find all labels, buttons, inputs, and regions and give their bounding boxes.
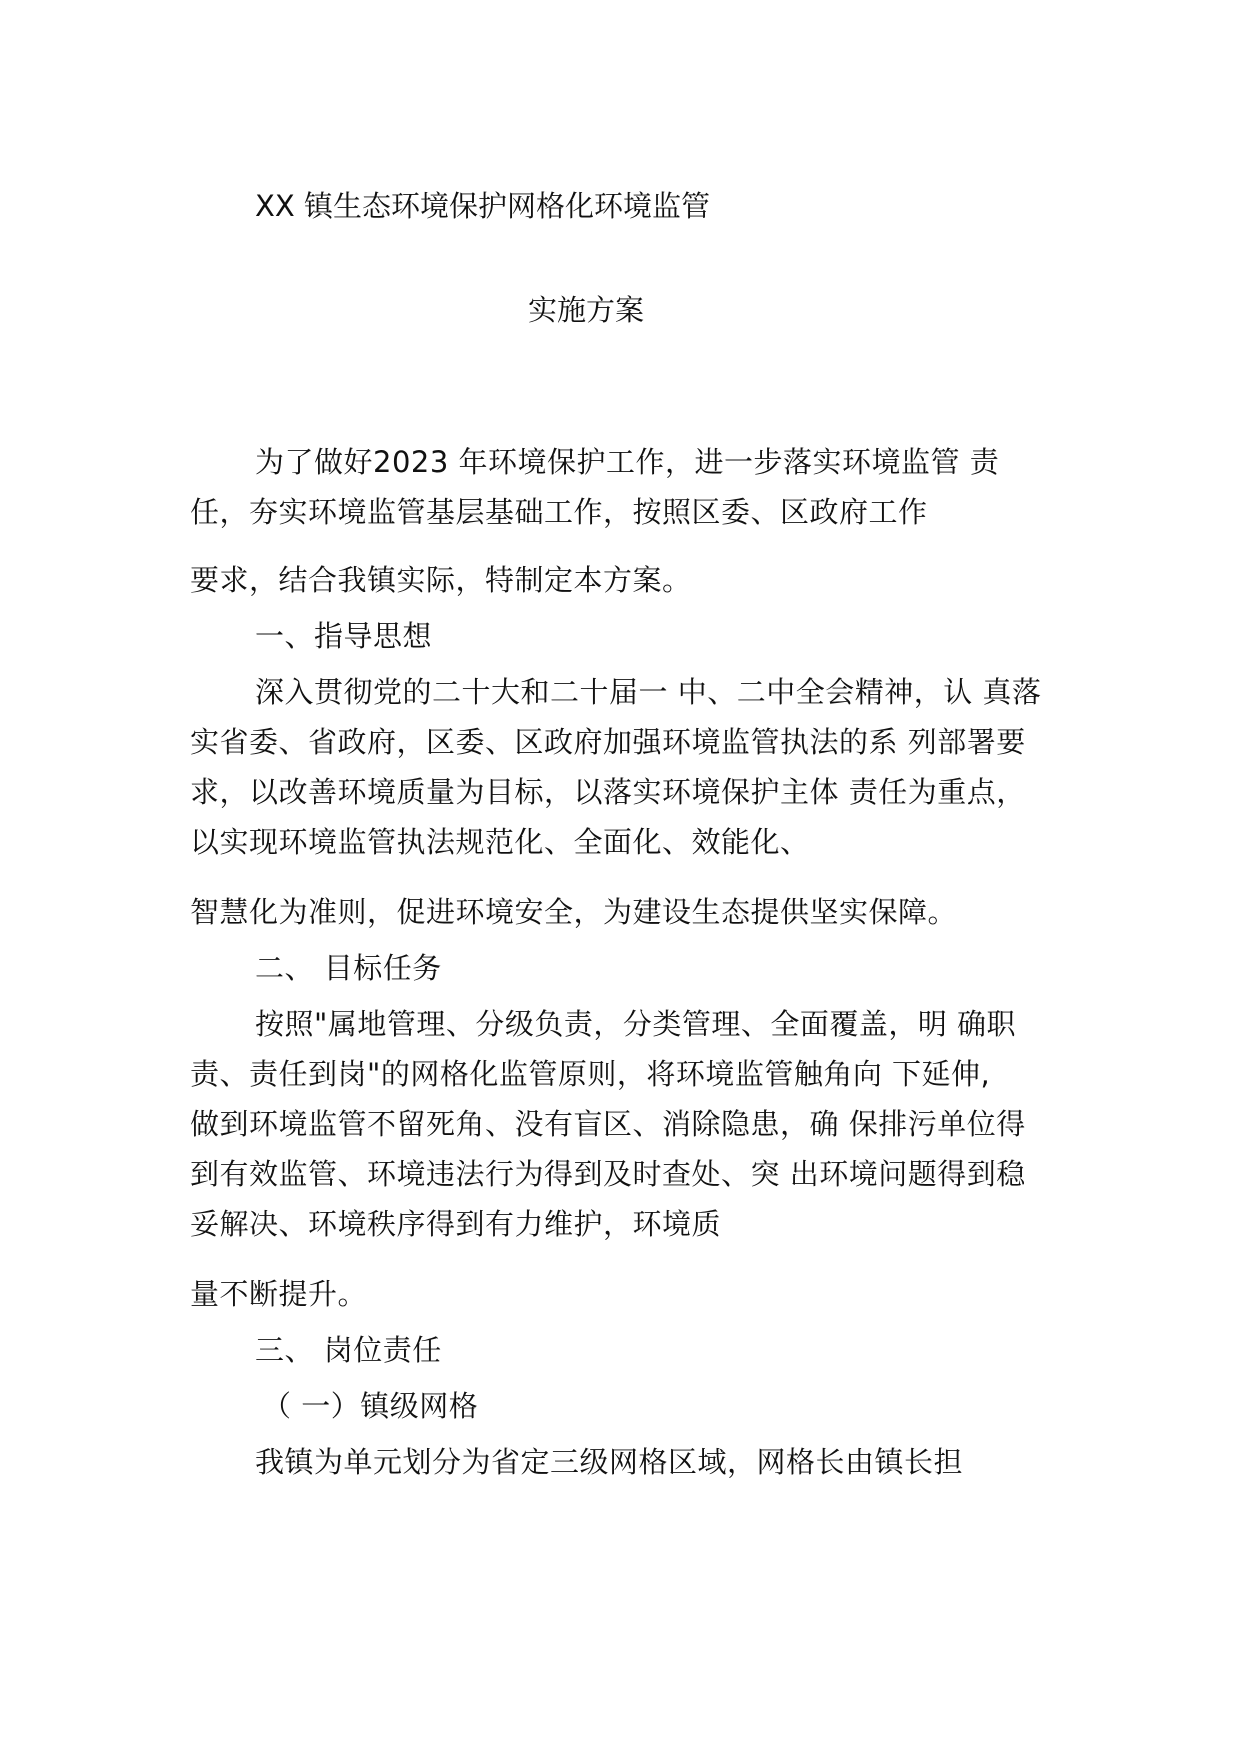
paragraph-line: 我镇为单元划分为省定三级网格区域，网格长由镇长担	[255, 1445, 964, 1479]
paragraph-line: 妥解决、环境秩序得到有力维护，环境质	[190, 1207, 722, 1241]
paragraph-line: 以实现环境监管执法规范化、全面化、效能化、	[190, 825, 810, 859]
paragraph-line: 为了做好2023 年环境保护工作，进一步落实环境监管 责	[255, 445, 1000, 479]
subsection-heading: （ 一）镇级网格	[262, 1389, 479, 1423]
paragraph-line: 深入贯彻党的二十大和二十届一 中、二中全会精神，认 真落	[255, 675, 1042, 709]
paragraph-line: 做到环境监管不留死角、没有盲区、消除隐患，确 保排污单位得	[190, 1107, 1026, 1141]
paragraph-line: 责、责任到岗"的网格化监管原则，将环境监管触角向 下延伸,	[190, 1057, 991, 1091]
paragraph-line: 求，以改善环境质量为目标，以落实环境保护主体 责任为重点，	[190, 775, 1026, 809]
paragraph-line: 按照"属地管理、分级负责，分类管理、全面覆盖，明 确职	[255, 1007, 1017, 1041]
paragraph-line: 实省委、省政府，区委、区政府加强环境监管执法的系 列部署要	[190, 725, 1026, 759]
section-heading: 一、指导思想	[255, 619, 433, 653]
paragraph-line: 要求，结合我镇实际，特制定本方案。	[190, 563, 692, 597]
paragraph-line: 量不断提升。	[190, 1277, 368, 1311]
paragraph-line: 智慧化为准则，促进环境安全，为建设生态提供坚实保障。	[190, 895, 958, 929]
section-heading: 二、 目标任务	[255, 951, 442, 985]
document-title-line1: XX 镇生态环境保护网格化环境监管	[255, 189, 710, 223]
paragraph-line: 到有效监管、环境违法行为得到及时查处、突 出环境问题得到稳	[190, 1157, 1026, 1191]
document-title-line2: 实施方案	[528, 293, 645, 327]
paragraph-line: 任，夯实环境监管基层基础工作，按照区委、区政府工作	[190, 495, 928, 529]
section-heading: 三、 岗位责任	[255, 1333, 442, 1367]
